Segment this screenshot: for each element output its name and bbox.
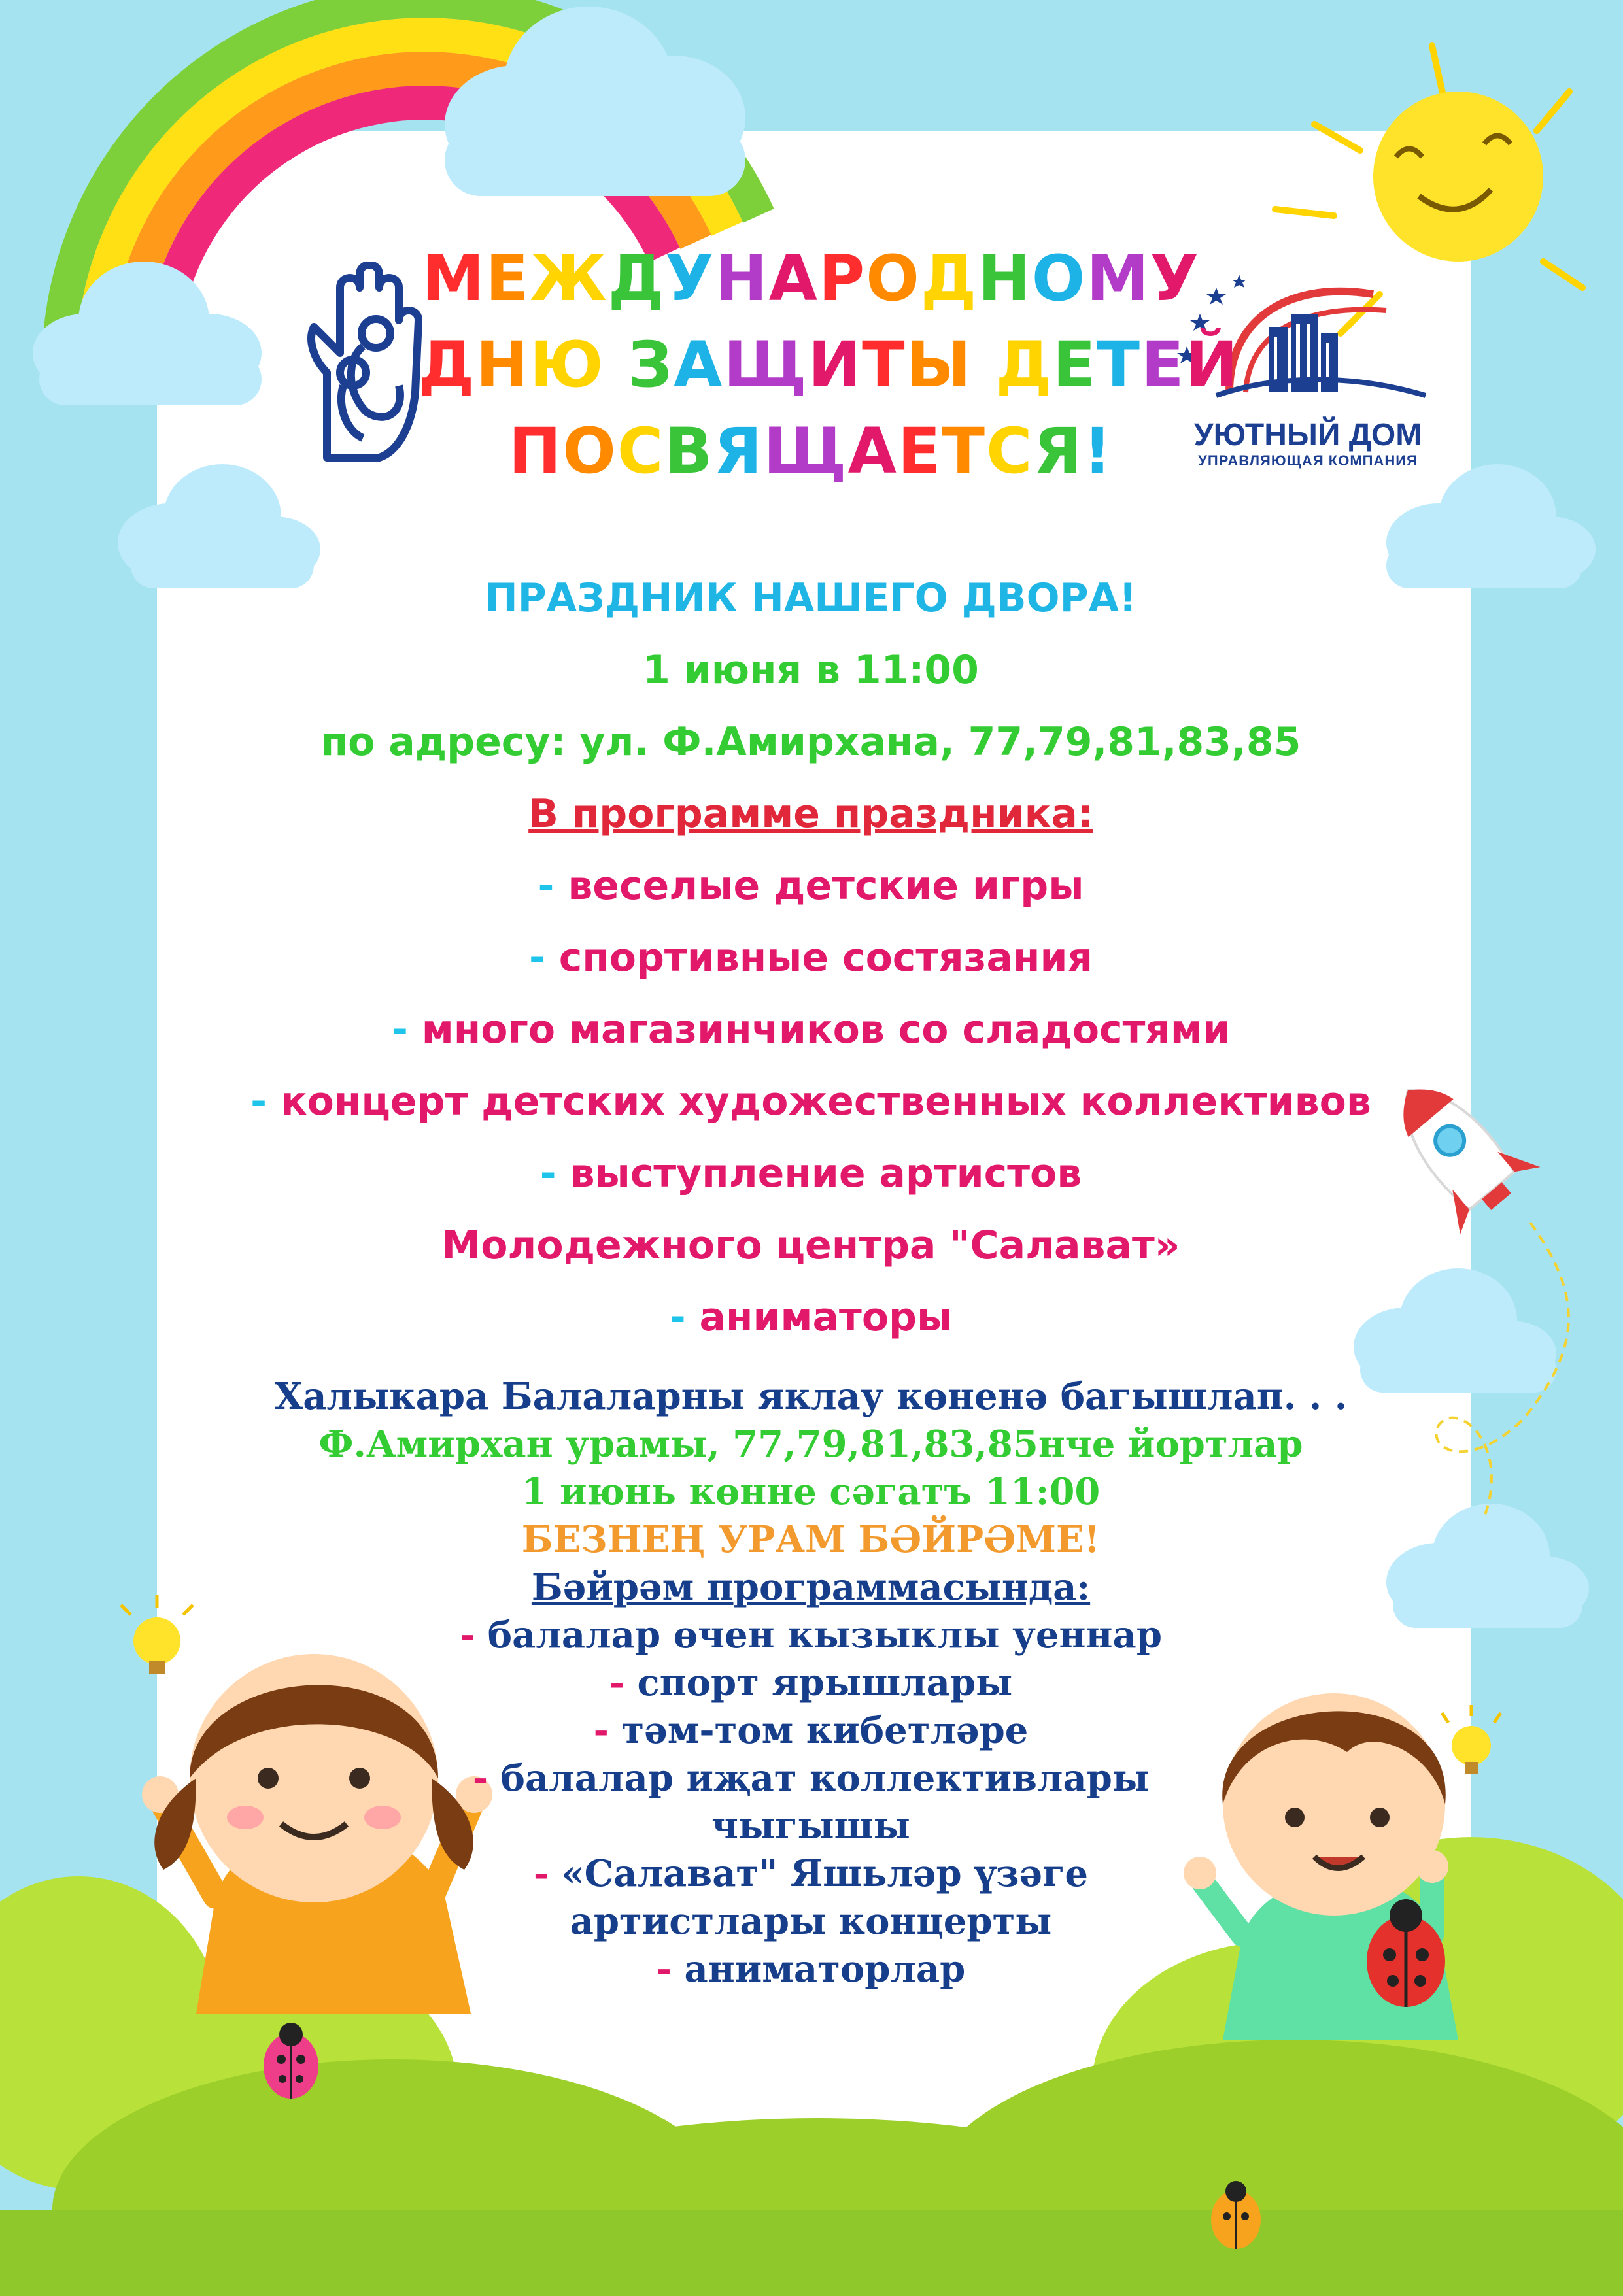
tatar-program-item: - балалар иҗат коллективлары: [472, 1757, 1150, 1800]
partner-logo-name: УЮТНЫЙ ДОМ: [1193, 418, 1422, 452]
family-hand-logo-icon: [301, 262, 432, 471]
event-date: 1 июня в 11:00: [643, 647, 979, 693]
tatar-program-item: - аниматорлар: [656, 1948, 966, 1991]
program-item: - много магазинчиков со сладостями: [391, 1007, 1231, 1053]
tatar-program-item: - балалар өчен кызыклы уеннар: [460, 1613, 1162, 1657]
partner-logo-subtitle: УПРАВЛЯЮЩАЯ КОМПАНИЯ: [1198, 452, 1418, 469]
program-item: - спортивные состязания: [528, 935, 1093, 981]
tatar-program-item: чыгышы: [711, 1804, 910, 1848]
program-item: - аниматоры: [669, 1294, 953, 1340]
program-heading: В программе праздника:: [528, 791, 1093, 837]
tatar-program-heading: Бәйрәм программасында:: [531, 1566, 1091, 1609]
title-line-3: ПОСВЯЩАЕТСЯ!: [508, 414, 1114, 488]
lightbulb-icon: [121, 1595, 193, 1674]
tatar-date: 1 июнь көнне сәгатъ 11:00: [521, 1470, 1101, 1513]
tatar-address: Ф.Амирхан урамы, 77,79,81,83,85нче йортлар: [318, 1423, 1303, 1466]
program-item: - концерт детских художественных коллективов: [250, 1079, 1371, 1124]
title-line-2: ДНЮ ЗАЩИТЫ ДЕТЕЙ: [419, 328, 1239, 401]
tatar-announcement: [196, 1373, 1426, 1993]
tatar-program-item: - тәм-том кибетләре: [593, 1709, 1029, 1752]
tatar-program-item: - спорт ярышлары: [609, 1661, 1013, 1704]
program-item: - веселые детские игры: [538, 863, 1084, 909]
lightbulb-icon: [1442, 1705, 1501, 1774]
program-item: Молодежного центра "Салават»: [441, 1223, 1180, 1268]
event-address: по адресу: ул. Ф.Амирхана, 77,79,81,83,85: [320, 719, 1301, 765]
title-line-1: МЕЖДУНАРОДНОМУ: [422, 242, 1200, 315]
event-name: ПРАЗДНИК НАШЕГО ДВОРА!: [485, 575, 1137, 621]
tatar-intro: Халыкара Балаларны яклау көненә багышлап. . .: [274, 1375, 1348, 1418]
program-item: - выступление артистов: [539, 1151, 1082, 1196]
tatar-program-item: - «Салават" Яшьләр үзәге: [533, 1852, 1089, 1895]
russian-announcement: [196, 562, 1426, 1353]
tatar-program-item: артистлары концерты: [570, 1900, 1052, 1943]
page-title: [419, 235, 1239, 494]
tatar-event-name: БЕЗНЕҢ УРАМ БӘЙРӘМЕ!: [521, 1518, 1101, 1561]
